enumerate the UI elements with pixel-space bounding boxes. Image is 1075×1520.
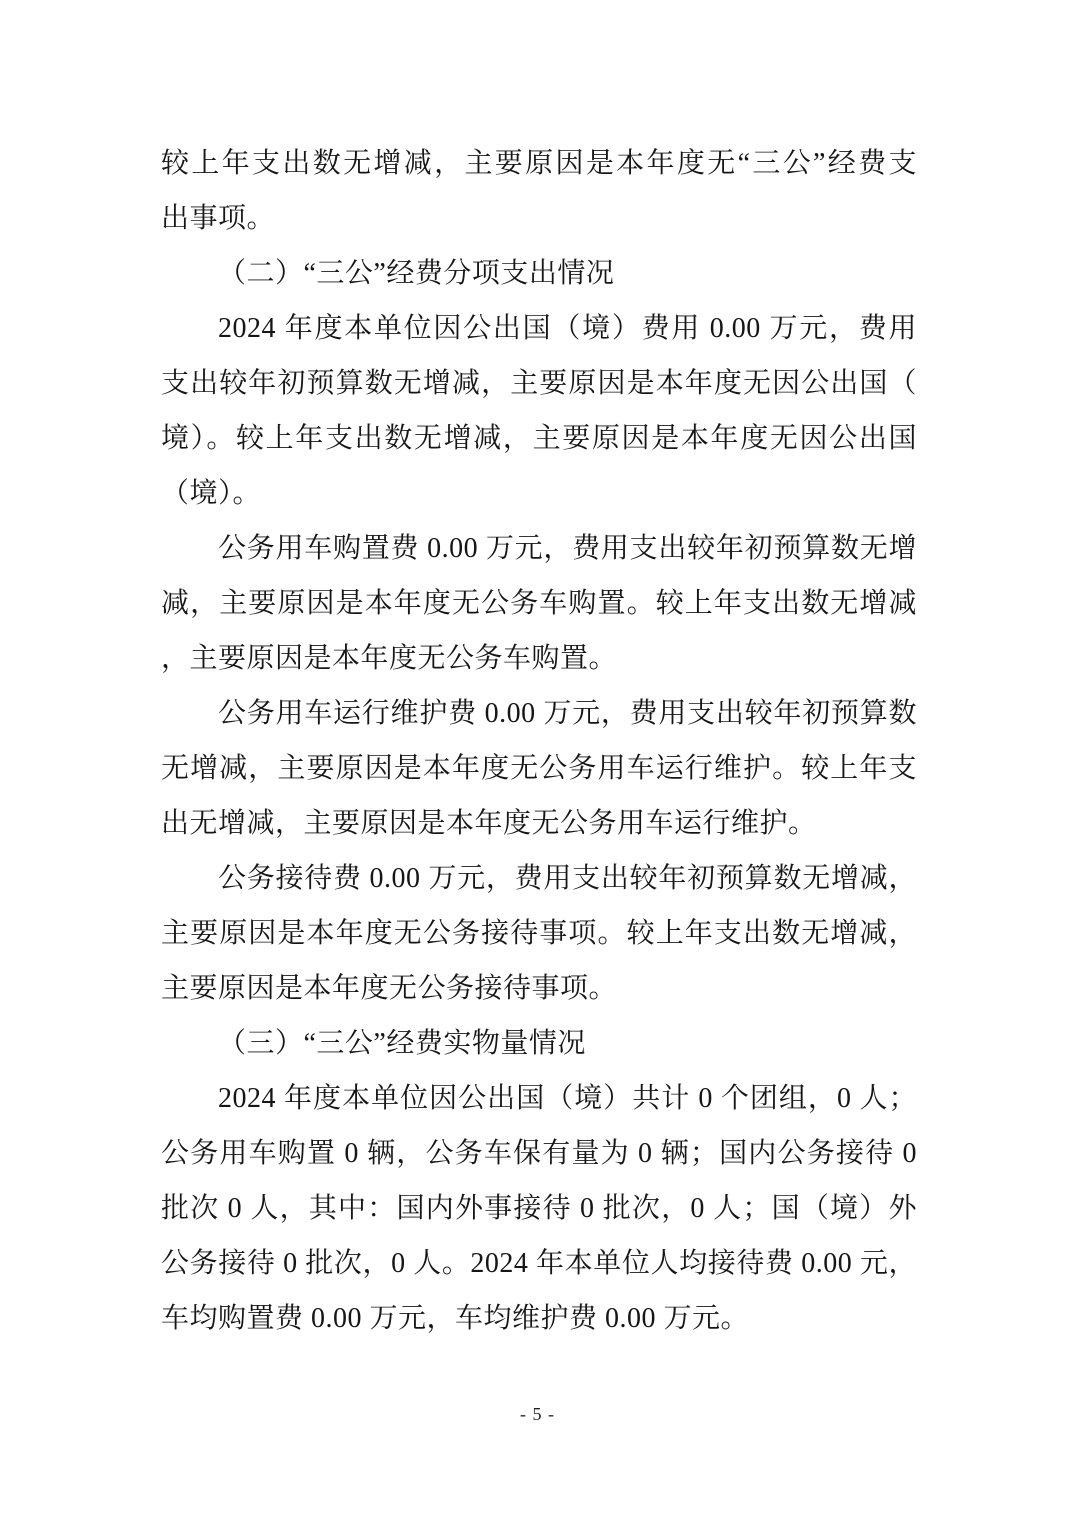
- text-line: 公务用车购置 0 辆，公务车保有量为 0 辆；国内公务接待 0: [161, 1138, 917, 1169]
- text-line: 较上年支出数无增减，主要原因是本年度无“三公”经费支: [161, 148, 917, 179]
- text-line: 公务用车购置费 0.00 万元，费用支出较年初预算数无增: [218, 533, 917, 564]
- section-heading: [161, 246, 917, 301]
- body-paragraph: [161, 136, 917, 246]
- text-line: ，主要原因是本年度无公务车购置。: [161, 643, 618, 674]
- text-line: 减，主要原因是本年度无公务车购置。较上年支出数无增减: [161, 588, 917, 619]
- body-paragraph: [161, 301, 917, 521]
- text-line: （境）。: [161, 478, 262, 509]
- text-line: 无增减，主要原因是本年度无公务用车运行维护。较上年支: [161, 753, 917, 784]
- body-paragraph: [161, 851, 917, 1016]
- section-heading: [161, 1016, 917, 1071]
- text-line: 主要原因是本年度无公务接待事项。: [161, 973, 618, 1004]
- text-line: 批次 0 人，其中：国内外事接待 0 批次，0 人；国（境）外: [161, 1193, 917, 1224]
- text-line: 2024 年度本单位因公出国（境）共计 0 个团组，0 人；: [218, 1083, 917, 1114]
- text-line: 出无增减，主要原因是本年度无公务用车运行维护。: [161, 808, 817, 839]
- text-line: 公务用车运行维护费 0.00 万元，费用支出较年初预算数: [218, 698, 917, 729]
- text-line: 出事项。: [161, 203, 276, 234]
- body-paragraph: [161, 686, 917, 851]
- text-line: 车均购置费 0.00 万元，车均维护费 0.00 万元。: [161, 1303, 750, 1334]
- heading-line: （三）“三公”经费实物量情况: [218, 1028, 586, 1059]
- text-line: 公务接待 0 批次，0 人。2024 年本单位人均接待费 0.00 元，: [161, 1248, 917, 1279]
- text-line: 支出较年初预算数无增减，主要原因是本年度无因公出国（: [161, 368, 917, 399]
- body-paragraph: [161, 1071, 917, 1346]
- heading-line: （二）“三公”经费分项支出情况: [218, 258, 615, 289]
- text-line: 公务接待费 0.00 万元，费用支出较年初预算数无增减，: [218, 863, 917, 894]
- document-body: [161, 136, 917, 1346]
- page-number: - 5 -: [520, 1404, 555, 1424]
- text-line: 主要原因是本年度无公务接待事项。较上年支出数无增减，: [161, 918, 917, 949]
- body-paragraph: [161, 521, 917, 686]
- text-line: 境）。较上年支出数无增减，主要原因是本年度无因公出国: [161, 423, 917, 454]
- text-line: 2024 年度本单位因公出国（境）费用 0.00 万元，费用: [218, 313, 917, 344]
